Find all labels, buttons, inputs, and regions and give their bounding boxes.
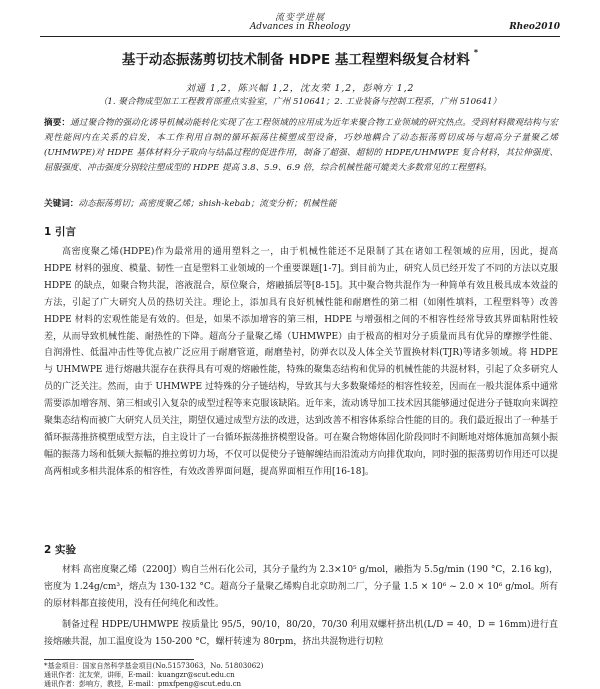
paper-title — [40, 48, 560, 68]
abstract-text: 通过聚合物的强动化诱导机械动能转化实现了在工程领域的应用成为近年来聚合物工业领域的研究热点。受到材料微观结构与宏观性能间内在关系的启发，本工作利用自制的循环振荡往模塑成型设备，巧妙地耦合了动态振荡剪切成场与超高分子量聚乙烯(UHMWPE)对 HDPE 基体材料分子取向与结晶过程的促进作用，制备了超强、超韧的 HDPE/UHMWPE 复合材料，其拉伸强度、屈服强度、冲击强度分别较注塑成型的 HDPE 提高 3.8、5.9、6.9 倍，综合机械性能可媲美大多数常见的工程塑料。 — [44, 118, 558, 173]
keywords — [44, 197, 558, 209]
footnote-corresponding-author-2: 通讯作者：彭响方，教授，E-mail：pmxfpeng@scut.edu.cn — [44, 680, 242, 688]
conference-tag: Rheo2010 — [509, 22, 560, 32]
header-rule — [40, 36, 560, 37]
journal-name-cn: 流变学进展 — [274, 13, 325, 23]
section-heading-introduction: 1 引言 — [44, 226, 76, 238]
footnote-corresponding-author-1: 通讯作者：沈友荣，讲师，E-mail：kuangzr@scut.edu.cn — [44, 671, 235, 679]
title-text: 基于动态振荡剪切技术制备 HDPE 基工程塑料级复合材料 — [121, 52, 470, 68]
keywords-label: 关键词： — [44, 199, 79, 209]
introduction-paragraph: 高密度聚乙烯(HDPE)作为最常用的通用塑料之一，由于机械性能还不足限制了其在诸如工程领域的应用，因此，提高 HDPE 材料的强度、模量、韧性一直是塑料工业领域的一个重要课题[1-7]。到目前为止，研究人员已经开发了不同的方法以克服 HDPE 的缺点，如聚合物共混，溶液混合，原位聚合，熔融插层等[8-15]。其中聚合物共混作为一种简单有效且极具成本效益的方法，引起了广大研究人员的热切关注。理论上，添加具有良好机械性能和耐磨性的第二相（如刚性填料，工程塑料等）改善 HDPE 材料的宏观性能是有效的。但是，如果不添加增容的第三相，HDPE 与增强相之间的不相容性经常导致其界面粘附性较差，从而导致机械性能、耐热性的下降。超高分子量聚乙烯（UHMWPE）由于极高的相对分子质量而具有优异的摩擦学性能、自润滑性、低温冲击性等优点被广泛应用于耐磨管道，耐磨垫衬，防弹衣以及人体全关节置换材料(TJR)等诸多领域。将 HDPE 与 UHMWPE 进行熔融共混存在获得具有可观的熔融性能，特殊的聚集态结构和优异的机械性能的共混材料，引起了众多研究人员的广泛关注。然而，由于 UHMWPE 过特殊的分子链结构，导致其与大多数聚烯烃的相容性较差，因而在一般共混体系中通常需要添加增容剂、第三相或引入复杂的成型过程等来克服该缺陷。近年来，流动诱导加工技术因其能够通过促进分子链取向来调控聚集态结构而被广大研究人员关注，期望仅通过成型方法的改进，达到改善不相容体系综合性能的目的。我们最近报出了一种基于循环振荡推挤模塑成型方法，自主设计了一台循环振荡推挤模塑设备。可在聚合物熔体固化阶段同时不间断地对熔体施加高频小振幅的振荡力场和低频大振幅的推拉剪切力场，不仅可以促使分子链解缠结而沿流动方向排优取向，同时强的振荡剪切作用还可以提高两相或多相共混体系的相容性，有效改善界面问题，提高界面相互作用[16-18]。 — [44, 247, 558, 477]
title-footnote-mark: * — [473, 48, 479, 57]
footnote-funding: *基金项目：国家自然科学基金项目(No.51573063，No. 51803062) — [44, 662, 264, 670]
abstract-label: 摘要： — [44, 118, 71, 128]
footnote-rule — [44, 659, 194, 660]
journal-name-en: Advances in Rheology — [249, 22, 351, 32]
materials-paragraph: 材料 高密度聚乙烯（2200J）购自兰州石化公司，其分子量约为 2.3×10⁵ g/mol，融指为 5.5g/min (190 °C，2.16 kg)，密度为 1.24g/cm³，熔点为 130-132 °C。超高分子量聚乙烯购自北京助剂二厂，分子量 1.5 × 10⁶ ~ 2.0 × 10⁶ g/mol。所有的原材料都直接使用，没有任何纯化和改性。 — [44, 565, 558, 609]
running-header — [40, 10, 560, 44]
abstract — [44, 116, 558, 176]
preparation-paragraph: 制备过程 HDPE/UHMWPE 按质量比 95/5，90/10，80/20，70/30 利用双螺杆挤出机(L/D = 40，D = 16mm)进行直接熔融共混，加工温度设为 150-200 °C，螺杆转速为 80rpm，挤出共混物进行切粒 — [44, 620, 558, 647]
keywords-text: 动态振荡剪切；高密度聚乙烯；shish-kebab；流变分析；机械性能 — [78, 199, 337, 209]
author-list: 刘通 1,2，陈兴幅 1,2，沈友荣 1,2，彭响方 1,2 — [185, 83, 415, 94]
section-heading-experimental: 2 实验 — [44, 544, 76, 556]
affiliation: （1. 聚合物成型加工工程教育部重点实验室，广州 510641；2. 工业装备与控制工程系，广州 510641） — [98, 97, 502, 107]
